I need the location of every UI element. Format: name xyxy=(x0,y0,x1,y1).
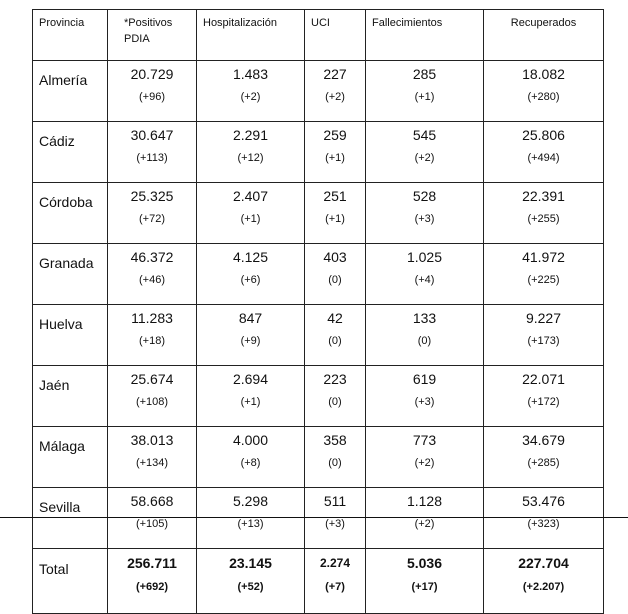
cell-daily-change: (+6) xyxy=(240,274,261,286)
cell-value: 2.274 xyxy=(319,556,351,570)
cell-value: 251 xyxy=(323,188,347,204)
cell-daily-change: (+2) xyxy=(414,518,435,530)
cell-fallecimientos xyxy=(366,488,484,549)
table-row xyxy=(33,488,604,549)
cell-positivos-pdia xyxy=(108,305,197,366)
cell-positivos-pdia xyxy=(108,244,197,305)
cell-daily-change: (+3) xyxy=(414,213,435,225)
cell-value: 5.298 xyxy=(232,493,269,509)
total-label: Total xyxy=(33,549,108,614)
cell-recuperados xyxy=(484,427,604,488)
cell-uci xyxy=(305,427,366,488)
cell-daily-change: (+225) xyxy=(527,274,560,286)
cell-positivos-pdia xyxy=(108,183,197,244)
cell-daily-change: (+18) xyxy=(139,335,165,347)
cell-uci xyxy=(305,61,366,122)
header-positivos-pdia: *Positivos PDIA xyxy=(108,10,197,61)
cell-recuperados xyxy=(484,183,604,244)
cell-daily-change: (+17) xyxy=(411,581,438,593)
table-row xyxy=(33,61,604,122)
cell-value: 53.476 xyxy=(522,493,565,509)
cell-value: 256.711 xyxy=(127,555,177,571)
cell-daily-change: (+52) xyxy=(237,581,264,593)
cell-value: 42 xyxy=(327,310,343,326)
cell-daily-change: (+173) xyxy=(527,335,560,347)
cell-daily-change: (+285) xyxy=(527,457,560,469)
cell-positivos-pdia xyxy=(108,427,197,488)
cell-value: 25.806 xyxy=(522,127,565,143)
table-header-row xyxy=(33,10,604,61)
cell-positivos-pdia xyxy=(108,61,197,122)
cell-value: 25.325 xyxy=(130,188,174,204)
page-bottom-rule xyxy=(0,517,628,518)
cell-daily-change: (+2) xyxy=(414,457,435,469)
header-recuperados: Recuperados xyxy=(484,10,604,61)
cell-value: 619 xyxy=(412,371,437,387)
cell-value: 528 xyxy=(412,188,437,204)
cell-daily-change: (+8) xyxy=(240,457,261,469)
cell-fallecimientos xyxy=(366,366,484,427)
cell-recuperados xyxy=(484,61,604,122)
cell-uci xyxy=(305,122,366,183)
cell-value: 2.407 xyxy=(232,188,269,204)
cell-value: 545 xyxy=(412,127,437,143)
cell-value: 511 xyxy=(323,493,347,509)
cell-daily-change: (+12) xyxy=(237,152,264,164)
cell-positivos-pdia xyxy=(108,366,197,427)
cell-daily-change: (+255) xyxy=(527,213,560,225)
cell-value: 23.145 xyxy=(229,555,272,571)
cell-daily-change: (+2) xyxy=(240,91,261,103)
cell-value: 18.082 xyxy=(522,66,565,82)
cell-hospitalizacion xyxy=(197,61,305,122)
cell-hospitalizacion xyxy=(197,488,305,549)
cell-daily-change: (+7) xyxy=(325,581,345,593)
cell-recuperados xyxy=(484,244,604,305)
province-name: Jaén xyxy=(33,366,108,427)
table-row xyxy=(33,305,604,366)
cell-hospitalizacion xyxy=(197,122,305,183)
cell-value: 41.972 xyxy=(522,249,565,265)
header-fallecimientos: Fallecimientos xyxy=(366,10,484,61)
cell-daily-change: (+134) xyxy=(135,457,169,469)
cell-value: 1.483 xyxy=(232,66,269,82)
cell-value: 25.674 xyxy=(130,371,174,387)
cell-daily-change: (+692) xyxy=(135,581,169,593)
cell-value: 4.000 xyxy=(232,432,269,448)
cell-daily-change: (0) xyxy=(328,335,342,347)
cell-value: 30.647 xyxy=(130,127,174,143)
header-provincia: Provincia xyxy=(33,10,108,61)
cell-value: 227.704 xyxy=(518,555,569,571)
cell-daily-change: (+2.207) xyxy=(522,581,565,593)
cell-fallecimientos xyxy=(366,122,484,183)
province-name: Córdoba xyxy=(33,183,108,244)
cell-value: 4.125 xyxy=(232,249,269,265)
cell-daily-change: (+3) xyxy=(414,396,435,408)
cell-daily-change: (+96) xyxy=(139,91,165,103)
province-name: Granada xyxy=(33,244,108,305)
cell-value: 133 xyxy=(412,310,437,326)
cell-hospitalizacion xyxy=(197,183,305,244)
table-row xyxy=(33,244,604,305)
cell-recuperados xyxy=(484,122,604,183)
cell-hospitalizacion xyxy=(197,366,305,427)
cell-value: 2.291 xyxy=(232,127,269,143)
province-name: Huelva xyxy=(33,305,108,366)
cell-daily-change: (+4) xyxy=(414,274,435,286)
province-name: Almería xyxy=(33,61,108,122)
cell-uci xyxy=(305,488,366,549)
cell-value: 1.128 xyxy=(406,493,443,509)
cell-value: 227 xyxy=(323,66,347,82)
cell-daily-change: (0) xyxy=(328,457,342,469)
table-row xyxy=(33,427,604,488)
cell-daily-change: (+105) xyxy=(135,518,169,530)
cell-daily-change: (+2) xyxy=(414,152,435,164)
cell-hospitalizacion xyxy=(197,427,305,488)
cell-positivos-pdia xyxy=(108,549,197,614)
cell-fallecimientos xyxy=(366,305,484,366)
cell-value: 11.283 xyxy=(131,310,173,326)
table-row xyxy=(33,366,604,427)
cell-uci xyxy=(305,183,366,244)
cell-daily-change: (+113) xyxy=(136,152,168,164)
cell-daily-change: (+280) xyxy=(527,91,560,103)
cell-value: 20.729 xyxy=(130,66,174,82)
cell-fallecimientos xyxy=(366,427,484,488)
cell-fallecimientos xyxy=(366,244,484,305)
cell-daily-change: (0) xyxy=(417,335,432,347)
cell-recuperados xyxy=(484,549,604,614)
cell-daily-change: (+72) xyxy=(139,213,165,225)
cell-daily-change: (+1) xyxy=(414,91,435,103)
cell-daily-change: (+172) xyxy=(527,396,560,408)
cell-positivos-pdia xyxy=(108,122,197,183)
cell-daily-change: (+494) xyxy=(527,152,560,164)
province-name: Málaga xyxy=(33,427,108,488)
cell-uci xyxy=(305,366,366,427)
province-name: Cádiz xyxy=(33,122,108,183)
cell-fallecimientos xyxy=(366,61,484,122)
cell-daily-change: (+46) xyxy=(139,274,165,286)
cell-fallecimientos xyxy=(366,183,484,244)
cell-value: 22.071 xyxy=(522,371,565,387)
cell-hospitalizacion xyxy=(197,244,305,305)
cell-value: 773 xyxy=(412,432,437,448)
province-name: Sevilla xyxy=(33,488,108,549)
cell-recuperados xyxy=(484,305,604,366)
cell-daily-change: (+1) xyxy=(325,152,345,164)
cell-value: 58.668 xyxy=(130,493,174,509)
cell-daily-change: (+1) xyxy=(240,213,261,225)
cell-daily-change: (+108) xyxy=(135,396,169,408)
cell-fallecimientos xyxy=(366,549,484,614)
cell-uci xyxy=(305,549,366,614)
table-row xyxy=(33,122,604,183)
cell-daily-change: (+1) xyxy=(240,396,261,408)
cell-daily-change: (0) xyxy=(328,274,342,286)
cell-value: 22.391 xyxy=(522,188,565,204)
cell-value: 285 xyxy=(412,66,437,82)
cell-value: 5.036 xyxy=(406,555,443,571)
cell-value: 223 xyxy=(323,371,347,387)
cell-daily-change: (+13) xyxy=(237,518,264,530)
cell-value: 358 xyxy=(323,432,347,448)
cell-daily-change: (+9) xyxy=(240,335,261,347)
cell-value: 46.372 xyxy=(130,249,174,265)
cell-daily-change: (+3) xyxy=(325,518,345,530)
cell-daily-change: (+2) xyxy=(325,91,345,103)
cell-value: 1.025 xyxy=(406,249,443,265)
cell-value: 38.013 xyxy=(130,432,174,448)
cell-uci xyxy=(305,244,366,305)
cell-value: 403 xyxy=(323,249,347,265)
total-row xyxy=(33,549,604,614)
cell-value: 9.227 xyxy=(525,310,562,326)
table-body xyxy=(33,61,604,614)
cell-positivos-pdia xyxy=(108,488,197,549)
covid-province-table xyxy=(32,9,604,614)
cell-value: 2.694 xyxy=(232,371,269,387)
cell-hospitalizacion xyxy=(197,549,305,614)
cell-recuperados xyxy=(484,366,604,427)
cell-value: 259 xyxy=(323,127,347,143)
header-uci: UCI xyxy=(305,10,366,61)
cell-hospitalizacion xyxy=(197,305,305,366)
cell-recuperados xyxy=(484,488,604,549)
cell-daily-change: (+323) xyxy=(527,518,560,530)
header-hospitalizacion: Hospitalización xyxy=(197,10,305,61)
cell-daily-change: (+1) xyxy=(325,213,345,225)
cell-value: 847 xyxy=(238,310,263,326)
cell-value: 34.679 xyxy=(522,432,565,448)
cell-daily-change: (0) xyxy=(328,396,342,408)
cell-uci xyxy=(305,305,366,366)
table-row xyxy=(33,183,604,244)
